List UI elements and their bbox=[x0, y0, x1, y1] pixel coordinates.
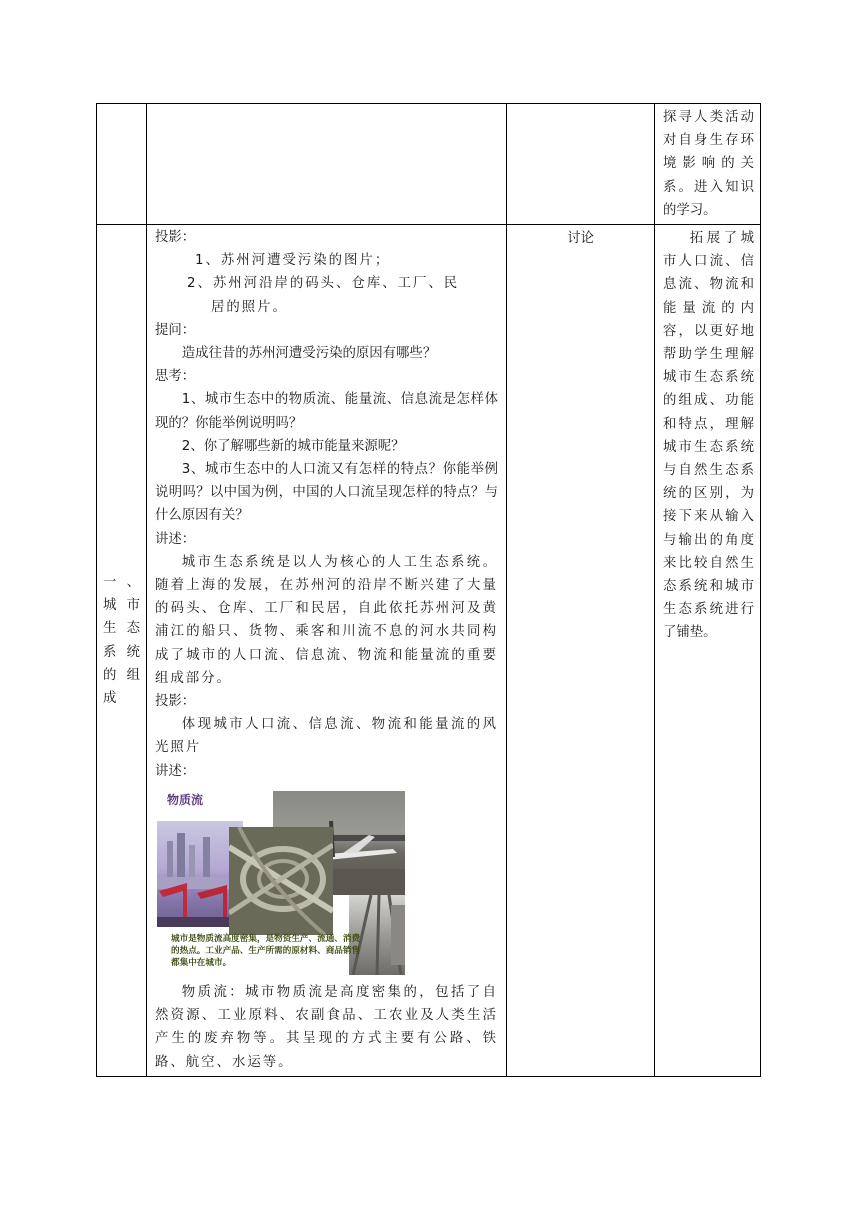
label-narrate-2: 讲述： bbox=[155, 763, 196, 779]
content-cell bbox=[147, 104, 507, 225]
notes-cell bbox=[655, 104, 761, 225]
interchange-photo bbox=[229, 827, 333, 935]
projection-item-1: 1、苏州河遭受污染的图片； bbox=[195, 253, 391, 269]
section-cell bbox=[97, 104, 147, 225]
label-question: 提问： bbox=[155, 322, 196, 338]
section-cell bbox=[97, 225, 147, 1077]
section-title: 一、城市生态系统的组成 bbox=[103, 575, 140, 707]
label-projection: 投影： bbox=[155, 230, 196, 246]
think-item-3: 3、城市生态中的人口流又有怎样的特点？你能举例说明吗？以中国为例，中国的人口流呈现怎样的特点？与什么原因有关？ bbox=[155, 462, 498, 524]
notes-cell bbox=[655, 225, 761, 1077]
think-item-1: 1、城市生态中的物质流、能量流、信息流是怎样体现的？你能举例说明吗？ bbox=[155, 392, 498, 431]
label-think: 思考： bbox=[155, 369, 196, 385]
table-row bbox=[97, 104, 761, 225]
design-notes: 探寻人类活动对自身生存环境影响的关系。进入知识的学习。 bbox=[663, 110, 754, 218]
label-narrate: 讲述： bbox=[155, 531, 196, 547]
projection-item-2-cont: 居的照片。 bbox=[211, 299, 288, 315]
material-flow-figure bbox=[155, 787, 407, 977]
activity-cell bbox=[507, 104, 655, 225]
projection-2-text: 体现城市人口流、信息流、物流和能量流的风光照片 bbox=[155, 717, 498, 756]
label-projection-2: 投影： bbox=[155, 694, 196, 710]
activity-cell bbox=[507, 225, 655, 1077]
teaching-content bbox=[147, 225, 506, 1076]
table-row bbox=[97, 225, 761, 1077]
projection-item-2: 2、苏州河沿岸的码头、仓库、工厂、民 bbox=[187, 276, 460, 292]
narrate-text: 城市生态系统是以人为核心的人工生态系统。随着上海的发展，在苏州河的沿岸不断兴建了大量的码头、仓库、工厂和民居，自此依托苏州河及黄浦江的船只、货物、乘客和川流不息的河水共同构成了城市的人口流、信息流、物流和能量流的重要组成部分。 bbox=[155, 554, 498, 686]
content-cell bbox=[147, 225, 507, 1077]
student-activity: 讨论 bbox=[567, 231, 594, 247]
lesson-plan-table bbox=[96, 103, 761, 1077]
think-item-2: 2、你了解哪些新的城市能量来源呢？ bbox=[181, 438, 405, 454]
material-flow-text: 物质流：城市物质流是高度密集的，包括了自然资源、工业原料、农副食品、工农业及人类生活产生的废弃物等。其呈现的方式主要有公路、铁路、航空、水运等。 bbox=[155, 984, 498, 1070]
design-notes: 拓展了城市人口流、信息流、物流和能量流的内容，以更好地帮助学生理解城市生态系统的组成、功能和特点，理解城市生态系统与自然生态系统的区别，为接下来从输入与输出的角度来比较自然生态系统和城市生态系统进行了铺垫。 bbox=[663, 231, 754, 641]
figure-title: 物质流 bbox=[167, 792, 204, 807]
figure-caption: 城市是物质流高度密集，是物资生产、流通、消费的热点。工业产品、生产所需的原材料、商品销售都集中在城市。 bbox=[171, 933, 361, 968]
question-text: 造成往昔的苏州河遭受污染的原因有哪些？ bbox=[181, 346, 437, 362]
